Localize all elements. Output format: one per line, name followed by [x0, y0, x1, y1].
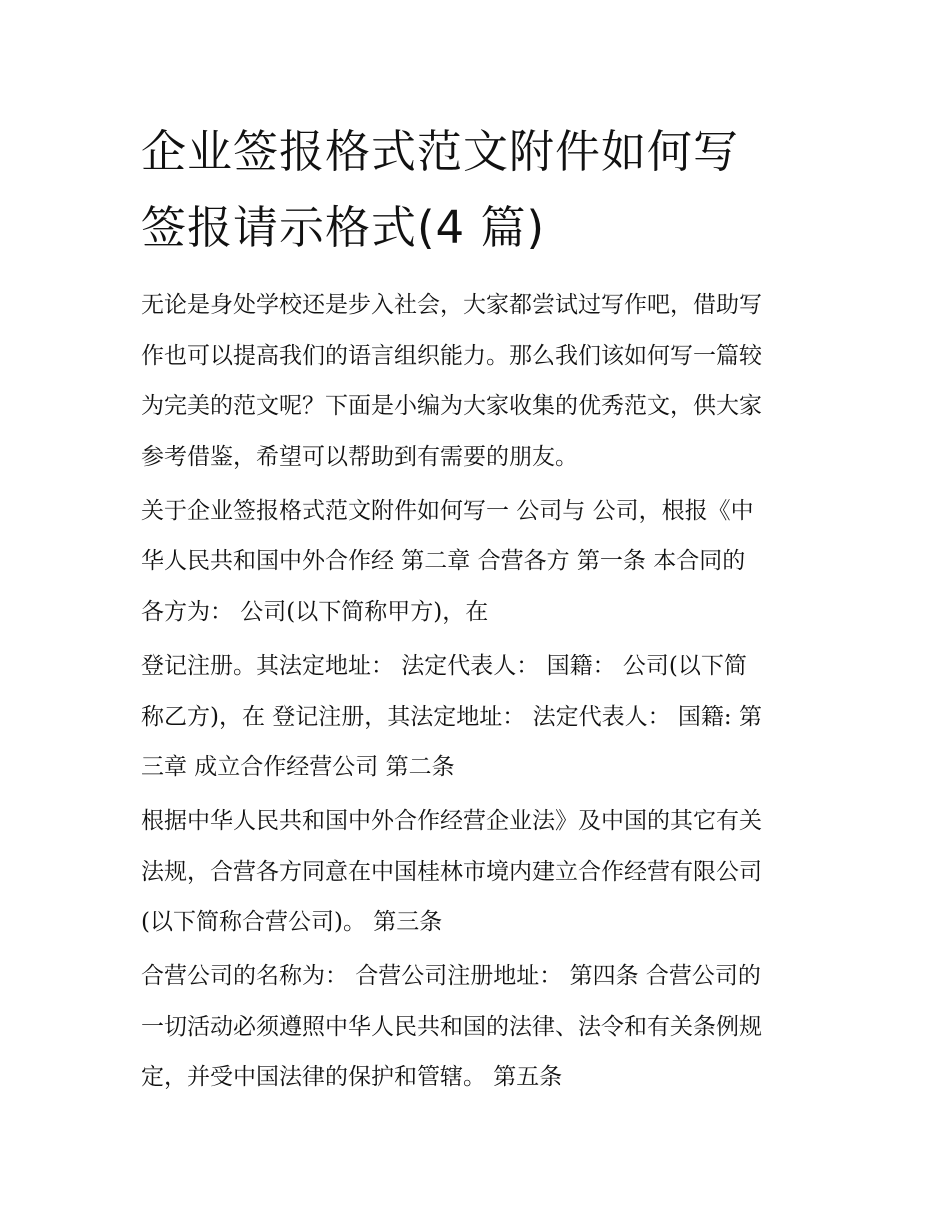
- paragraph-registration: [141, 641, 821, 793]
- document-body: [141, 280, 821, 1106]
- text-line: 无论是身处学校还是步入社会，大家都尝试过写作吧，借助写: [141, 292, 762, 318]
- title-line: 企业签报格式范文附件如何写: [141, 125, 740, 178]
- paragraph-intro: [141, 280, 821, 483]
- text-line: 登记注册。其法定地址： 法定代表人： 国籍： 公司(以下简: [141, 652, 747, 679]
- text-line: (以下简称合营公司)。 第三条: [141, 909, 443, 936]
- text-line: 作也可以提高我们的语言组织能力。那么我们该如何写一篇较: [141, 342, 762, 369]
- text-line: 定，并受中国法律的保护和管辖。 第五条: [141, 1064, 563, 1091]
- text-line: 三章 成立合作经营公司 第二条: [141, 754, 455, 781]
- paragraph-parties: [141, 486, 821, 638]
- text-line: 合营公司的名称为： 合营公司注册地址： 第四条 合营公司的: [141, 962, 761, 989]
- text-line: 为完美的范文呢？下面是小编为大家收集的优秀范文，供大家: [141, 393, 762, 420]
- text-line: 参考借鉴，希望可以帮助到有需要的朋友。: [141, 444, 578, 471]
- text-line: 各方为： 公司(以下简称甲方)，在: [141, 599, 489, 626]
- text-line: 称乙方)，在 登记注册，其法定地址： 法定代表人： 国籍: 第: [141, 703, 762, 730]
- text-line: 关于企业签报格式范文附件如何写一 公司与 公司，根报《中: [141, 497, 754, 524]
- paragraph-article-3: [141, 951, 821, 1103]
- text-line: 一切活动必须遵照中华人民共和国的法律、法令和有关条例规: [141, 1013, 762, 1040]
- text-line: 华人民共和国中外合作经 第二章 合营各方 第一条 本合同的: [141, 548, 746, 575]
- title-line: 签报请示格式(4 篇): [141, 201, 546, 254]
- text-line: 根据中华人民共和国中外合作经营企业法》及中国的其它有关: [141, 807, 762, 834]
- text-line: 法规，合营各方同意在中国桂林市境内建立合作经营有限公司: [141, 858, 762, 885]
- document-title: [141, 114, 841, 266]
- paragraph-article-2: [141, 796, 821, 948]
